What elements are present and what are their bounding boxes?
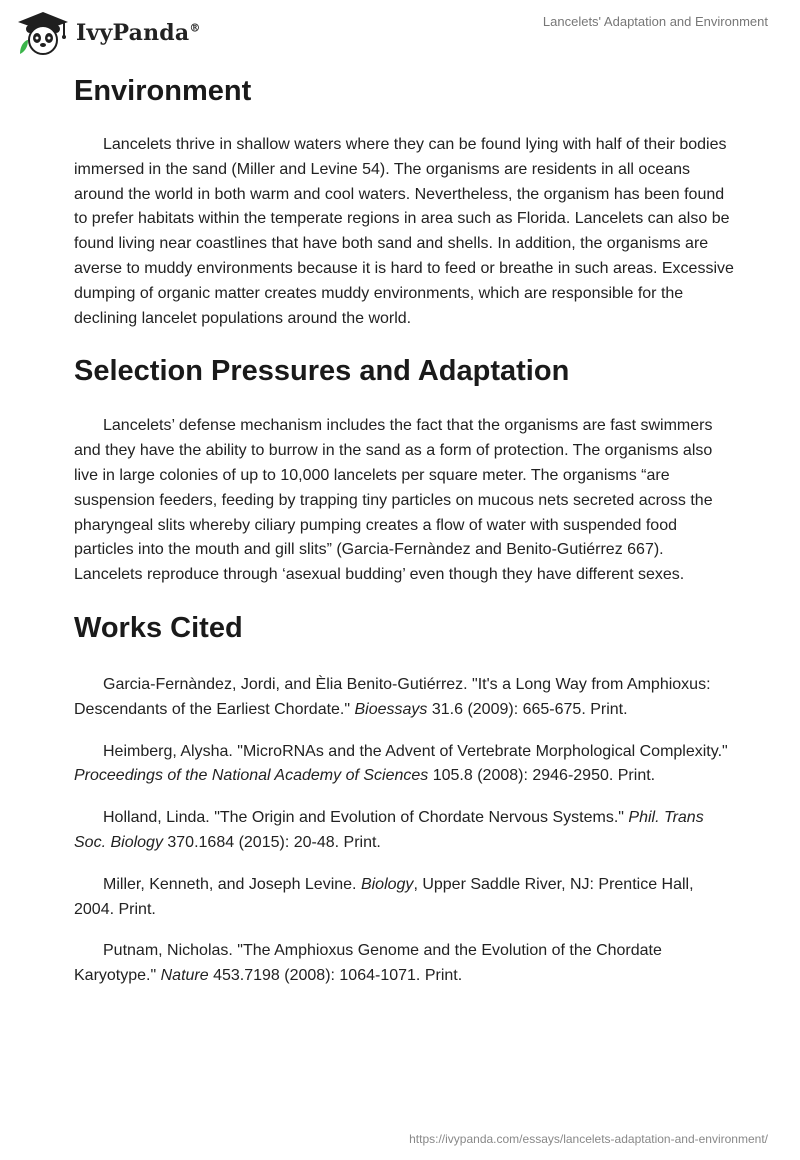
works-cited-list [74,673,734,989]
citation-item: Putnam, Nicholas. "The Amphioxus Genome and the Evolution of the Chordate Karyotype." Nature 453.7198 (2008): 1064-1071. Print. [74,942,662,985]
essay-content [74,66,734,1006]
panda-graduate-icon [14,10,72,56]
citation-item: Garcia-Fernàndez, Jordi, and Èlia Benito-Gutiérrez. "It's a Long Way from Amphioxus: Descendants of the Earliest Chordate." Bioessays 31.6 (2009): 665-675. Print. [74,675,711,718]
section-heading-environment: Environment [74,75,252,107]
page-url-footer[interactable]: https://ivypanda.com/essays/lancelets-adaptation-and-environment/ [409,1132,768,1146]
citation-item: Holland, Linda. "The Origin and Evolution of Chordate Nervous Systems." Phil. Trans Soc. Biology 370.1684 (2015): 20-48. Print. [74,809,704,851]
ivypanda-logo[interactable] [14,10,201,56]
citation-item: Miller, Kenneth, and Joseph Levine. Biology, Upper Saddle River, NJ: Prentice Hall, 2004. Print. [74,875,694,918]
citation-item: Heimberg, Alysha. "MicroRNAs and the Advent of Vertebrate Morphological Complexity." Proceedings of the National Academy of Sciences 105.8 (2008): 2946-2950. Print. [74,742,728,785]
brand-name: IvyPanda® [76,20,201,46]
section-heading-selection-pressures: Selection Pressures and Adaptation [74,355,570,388]
section-body-environment: Lancelets thrive in shallow waters where they can be found lying with half of their bodies immersed in the sand (Miller and Levine 54). The organisms are residents in all oceans around the world in both warm and cool waters. Nevertheless, the organism has been found to prefer habitats within the temperate regions in area such as Florida. Lancelets can also be found living near coastlines that have both sand and shells. In addition, the organisms are averse to muddy environments because it is hard to feed or breathe in such areas. Excessive dumping of organic matter creates muddy environments, which are responsible for the declining lancelet populations around the world. [74,136,734,327]
document-title: Lancelets' Adaptation and Environment [542,14,768,29]
section-heading-works-cited: Works Cited [74,611,243,644]
page-header [0,0,800,60]
section-body-selection-pressures: Lancelets’ defense mechanism includes the fact that the organisms are fast swimmers and they have the ability to burrow in the sand as a form of protection. The organisms also live in large colonies of up to 10,000 lancelets per square meter. The organisms “are suspension feeders, feeding by trapping tiny particles on mucous nets secreted across the pharyngeal slits whereby ciliary pumping creates a flow of water with suspended food particles into the mouth and gill slits” (Garcia-Fernàndez and Benito-Gutiérrez 667). Lancelets reproduce through ‘asexual budding’ even though they have different sexes. [74,417,713,584]
